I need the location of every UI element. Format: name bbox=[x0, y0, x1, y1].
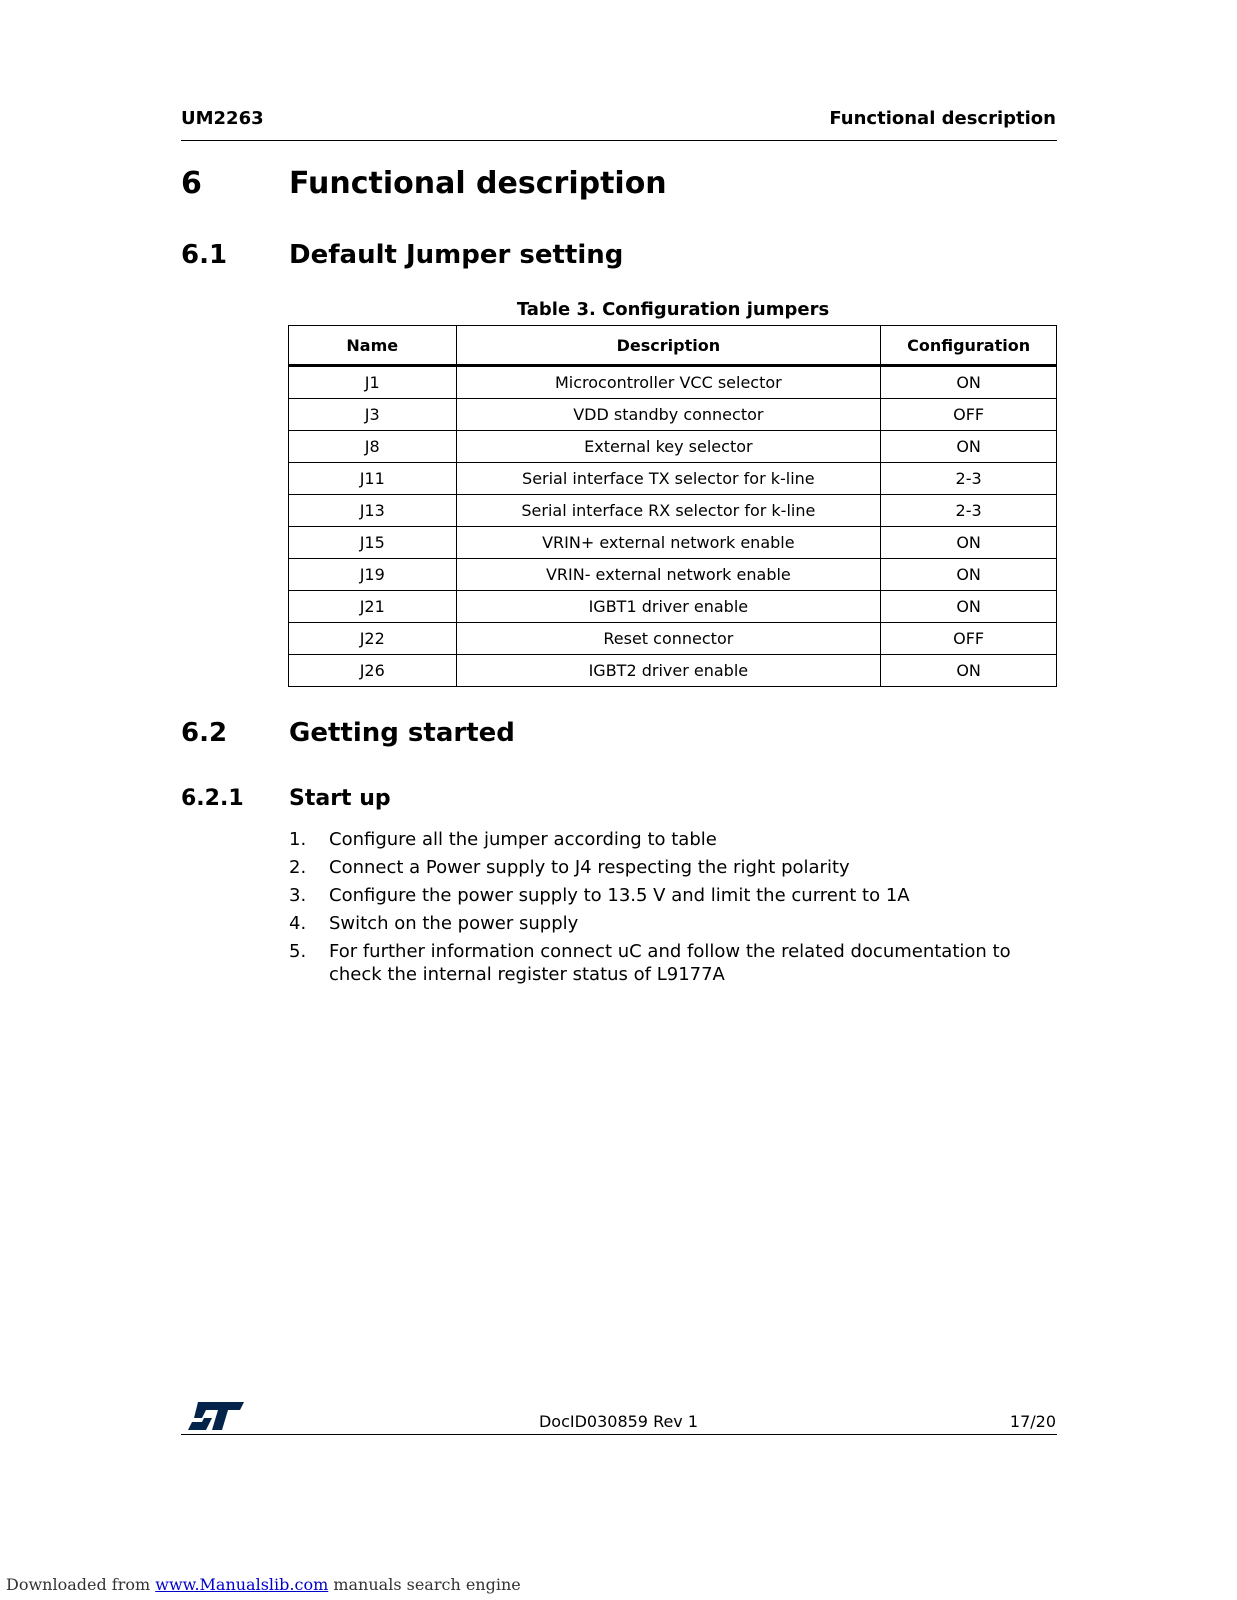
column-header-description: Description bbox=[456, 326, 881, 366]
list-item bbox=[289, 828, 1059, 851]
cell-jumper-name: J13 bbox=[289, 495, 457, 527]
step-number: 1. bbox=[289, 829, 307, 850]
step-text: For further information connect uC and follow the related documentation to check the internal register status of L9177A bbox=[329, 941, 1011, 985]
cell-configuration: 2-3 bbox=[881, 463, 1057, 495]
cell-configuration: 2-3 bbox=[881, 495, 1057, 527]
section-6-2-1-title: Start up bbox=[289, 786, 391, 811]
cell-jumper-name: J22 bbox=[289, 623, 457, 655]
table-row bbox=[289, 463, 1057, 495]
step-number: 2. bbox=[289, 857, 307, 878]
section-6-2-number: 6.2 bbox=[181, 718, 228, 748]
cell-configuration: ON bbox=[881, 655, 1057, 687]
section-6-1-title: Default Jumper setting bbox=[289, 240, 624, 270]
download-suffix: manuals search engine bbox=[328, 1575, 521, 1594]
header-doc-id: UM2263 bbox=[181, 108, 264, 129]
footer-page-number: 17/20 bbox=[1009, 1412, 1056, 1431]
configuration-jumpers-table bbox=[288, 325, 1057, 687]
cell-description: VRIN- external network enable bbox=[456, 559, 881, 591]
cell-jumper-name: J15 bbox=[289, 527, 457, 559]
column-header-name: Name bbox=[289, 326, 457, 366]
cell-description: Serial interface TX selector for k-line bbox=[456, 463, 881, 495]
cell-configuration: OFF bbox=[881, 399, 1057, 431]
cell-jumper-name: J21 bbox=[289, 591, 457, 623]
cell-jumper-name: J19 bbox=[289, 559, 457, 591]
download-prefix: Downloaded from bbox=[6, 1575, 156, 1594]
cell-configuration: ON bbox=[881, 591, 1057, 623]
cell-description: Reset connector bbox=[456, 623, 881, 655]
table-row bbox=[289, 495, 1057, 527]
step-number: 4. bbox=[289, 913, 307, 934]
cell-description: VRIN+ external network enable bbox=[456, 527, 881, 559]
step-number: 3. bbox=[289, 885, 307, 906]
table-row bbox=[289, 655, 1057, 687]
table-row bbox=[289, 366, 1057, 399]
manualslib-link[interactable]: www.Manualslib.com bbox=[155, 1575, 329, 1594]
step-number: 5. bbox=[289, 941, 307, 962]
cell-configuration: ON bbox=[881, 431, 1057, 463]
section-6-1-number: 6.1 bbox=[181, 240, 228, 270]
cell-configuration: ON bbox=[881, 559, 1057, 591]
cell-description: External key selector bbox=[456, 431, 881, 463]
table-row bbox=[289, 527, 1057, 559]
table-row bbox=[289, 399, 1057, 431]
table-row bbox=[289, 623, 1057, 655]
cell-description: IGBT1 driver enable bbox=[456, 591, 881, 623]
section-6-title: Functional description bbox=[289, 166, 667, 201]
list-item bbox=[289, 884, 1059, 907]
list-item bbox=[289, 912, 1059, 935]
footer-doc-revision: DocID030859 Rev 1 bbox=[538, 1412, 699, 1431]
footer-rule bbox=[181, 1434, 1057, 1435]
table-header-row bbox=[289, 326, 1057, 366]
section-6-2-1-number: 6.2.1 bbox=[181, 786, 244, 811]
cell-description: Serial interface RX selector for k-line bbox=[456, 495, 881, 527]
table-row bbox=[289, 431, 1057, 463]
header-rule bbox=[181, 140, 1057, 141]
startup-steps-list bbox=[289, 828, 1059, 991]
table-row bbox=[289, 591, 1057, 623]
cell-configuration: ON bbox=[881, 366, 1057, 399]
cell-description: Microcontroller VCC selector bbox=[456, 366, 881, 399]
cell-jumper-name: J26 bbox=[289, 655, 457, 687]
step-text: Switch on the power supply bbox=[329, 913, 579, 934]
step-text: Connect a Power supply to J4 respecting the right polarity bbox=[329, 857, 850, 878]
cell-jumper-name: J3 bbox=[289, 399, 457, 431]
cell-configuration: OFF bbox=[881, 623, 1057, 655]
download-banner bbox=[6, 1575, 521, 1594]
cell-description: VDD standby connector bbox=[456, 399, 881, 431]
list-item bbox=[289, 856, 1059, 879]
step-text: Configure all the jumper according to table bbox=[329, 829, 717, 850]
cell-jumper-name: J1 bbox=[289, 366, 457, 399]
header-section-title: Functional description bbox=[829, 108, 1056, 129]
section-6-number: 6 bbox=[181, 166, 202, 201]
section-6-2-title: Getting started bbox=[289, 718, 515, 748]
table-row bbox=[289, 559, 1057, 591]
step-text: Configure the power supply to 13.5 V and limit the current to 1A bbox=[329, 885, 910, 906]
cell-jumper-name: J8 bbox=[289, 431, 457, 463]
cell-configuration: ON bbox=[881, 527, 1057, 559]
cell-jumper-name: J11 bbox=[289, 463, 457, 495]
column-header-configuration: Configuration bbox=[881, 326, 1057, 366]
cell-description: IGBT2 driver enable bbox=[456, 655, 881, 687]
table-caption: Table 3. Configuration jumpers bbox=[516, 299, 830, 320]
list-item bbox=[289, 940, 1059, 986]
